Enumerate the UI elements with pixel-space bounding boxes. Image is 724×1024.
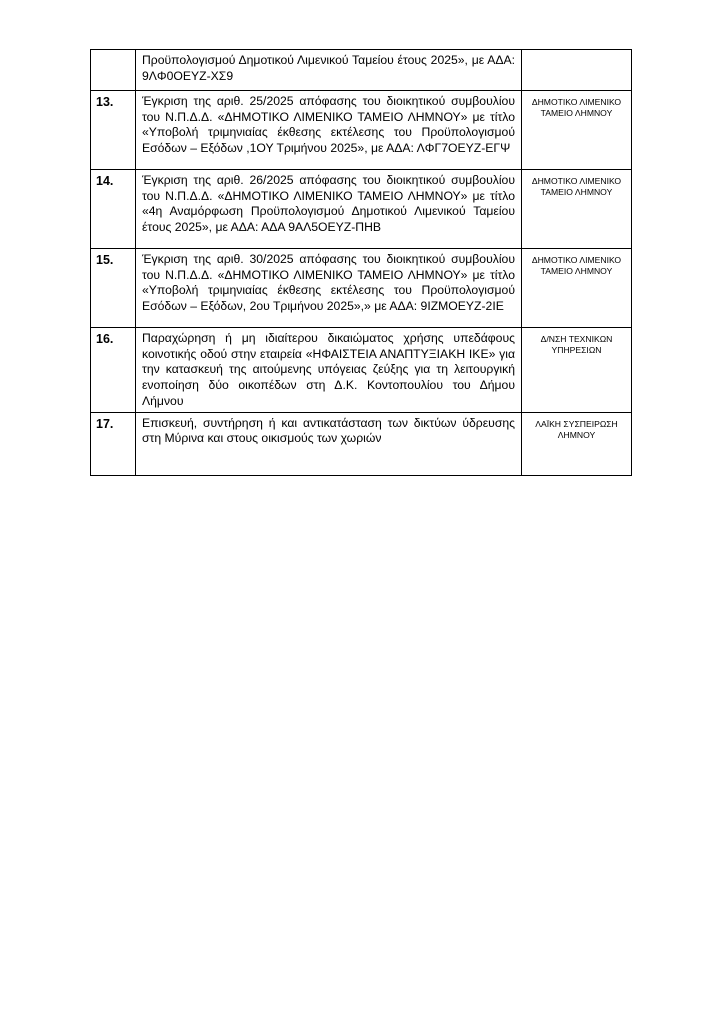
- item-responsible-cell: [522, 50, 632, 91]
- item-description: Έγκριση της αριθ. 25/2025 απόφασης του διοικητικού συμβουλίου του Ν.Π.Δ.Δ. «ΔΗΜΟΤΙΚΟ ΛΙΜΕΝΙΚΟ ΤΑΜΕΙΟ ΛΗΜΝΟΥ» με τίτλο «Υποβολή τριμηνιαίας έκθεσης εκτέλεσης του Προϋπολογισμού Εσόδων – Εξόδων ,1ΟΥ Τριμήνου 2025», με ΑΔΑ: ΛΦΓ7ΟΕΥΖ-ΕΓΨ: [142, 94, 515, 156]
- item-responsible: ΔΗΜΟΤΙΚΟ ΛΙΜΕΝΙΚΟ ΤΑΜΕΙΟ ΛΗΜΝΟΥ: [531, 255, 622, 276]
- item-number: 15.: [96, 253, 114, 267]
- item-description: Προϋπολογισμού Δημοτικού Λιμενικού Ταμείου έτους 2025», με ΑΔΑ: 9ΛΦ0ΟΕΥΖ-ΧΣ9: [142, 53, 515, 83]
- item-responsible: Δ/ΝΣΗ ΤΕΧΝΙΚΩΝ ΥΠΗΡΕΣΙΩΝ: [540, 334, 613, 355]
- table-row: [91, 249, 632, 328]
- item-number-cell: [91, 249, 136, 328]
- item-number: [91, 50, 135, 54]
- table-row: [91, 412, 632, 475]
- item-responsible: ΛΑΪΚΗ ΣΥΣΠΕΙΡΩΣΗ ΛΗΜΝΟΥ: [535, 418, 618, 440]
- item-number-cell: [91, 50, 136, 91]
- table-row: [91, 328, 632, 413]
- item-description-cell: [136, 170, 522, 249]
- item-number-cell: [91, 170, 136, 249]
- item-description: Έγκριση της αριθ. 26/2025 απόφασης του διοικητικού συμβουλίου του Ν.Π.Δ.Δ. «ΔΗΜΟΤΙΚΟ ΛΙΜΕΝΙΚΟ ΤΑΜΕΙΟ ΛΗΜΝΟΥ» με τίτλο «4η Αναμόρφωση Προϋπολογισμού Δημοτικού Λιμενικού Ταμείου έτους 2025», με ΑΔΑ: ΑΔΑ 9ΑΛ5ΟΕΥΖ-ΠΗΒ: [142, 173, 515, 235]
- item-responsible-cell: [522, 412, 632, 475]
- item-description-cell: [136, 91, 522, 170]
- item-number-cell: [91, 91, 136, 170]
- item-responsible-cell: [522, 91, 632, 170]
- item-number-cell: [91, 328, 136, 413]
- item-number: 16.: [96, 332, 114, 346]
- item-responsible: ΔΗΜΟΤΙΚΟ ΛΙΜΕΝΙΚΟ ΤΑΜΕΙΟ ΛΗΜΝΟΥ: [531, 97, 622, 118]
- item-description-cell: [136, 50, 522, 91]
- table-row: [91, 170, 632, 249]
- item-responsible-cell: [522, 328, 632, 413]
- table-row: [91, 91, 632, 170]
- item-description-cell: [136, 249, 522, 328]
- item-number: 17.: [96, 416, 114, 431]
- item-number-cell: [91, 412, 136, 475]
- item-number: 14.: [96, 174, 114, 188]
- item-number: 13.: [96, 95, 114, 109]
- item-description: Επισκευή, συντήρηση ή και αντικατάσταση των δικτύων ύδρευσης στη Μύρινα και στους οικισμούς των χωριών: [142, 415, 515, 446]
- item-description: Έγκριση της αριθ. 30/2025 απόφασης του διοικητικού συμβουλίου του Ν.Π.Δ.Δ. «ΔΗΜΟΤΙΚΟ ΛΙΜΕΝΙΚΟ ΤΑΜΕΙΟ ΛΗΜΝΟΥ» με τίτλο «Υποβολή τριμηνιαίας έκθεσης εκτέλεσης του Προϋπολογισμού Εσόδων – Εξόδων, 2ου Τριμήνου 2025»,» με ΑΔΑ: 9ΙΖΜΟΕΥΖ-2ΙΕ: [142, 252, 515, 314]
- table-row: [91, 50, 632, 91]
- item-responsible-cell: [522, 249, 632, 328]
- item-description-cell: [136, 412, 522, 475]
- item-description-cell: [136, 328, 522, 413]
- item-responsible-cell: [522, 170, 632, 249]
- agenda-table: [90, 49, 632, 476]
- item-description: Παραχώρηση ή μη ιδιαίτερου δικαιώματος χρήσης υπεδάφους κοινοτικής οδού στην εταιρεία «ΗΦΑΙΣΤΕΙΑ ΑΝΑΠΤΥΞΙΑΚΗ ΙΚΕ» για την κατασκευή της αιτούμενης υπόγειας ζεύξης για τη λειτουργική ενοποίηση δύο οικοπέδων στη Δ.Κ. Κοντοπουλίου του Δήμου Λήμνου: [142, 331, 515, 408]
- item-responsible: ΔΗΜΟΤΙΚΟ ΛΙΜΕΝΙΚΟ ΤΑΜΕΙΟ ΛΗΜΝΟΥ: [531, 176, 622, 197]
